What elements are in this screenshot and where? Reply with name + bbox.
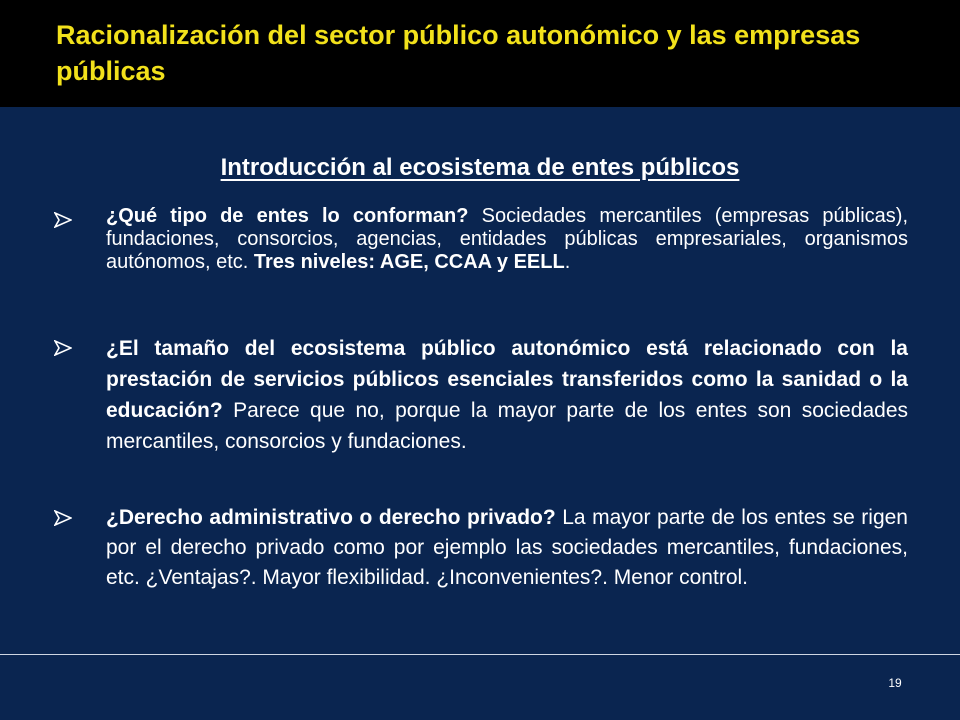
bullet-body-2: Parece que no, porque la mayor parte de los entes son sociedades mercantiles, consorcios y fundaciones. — [106, 399, 908, 453]
section-subtitle-text: Introducción al ecosistema de entes públicos — [220, 154, 740, 181]
bullet-item-1 — [54, 205, 908, 274]
bullet-emphasis-1: Tres niveles: AGE, CCAA y EELL — [253, 251, 565, 273]
arrowhead-bullet-icon — [54, 212, 72, 228]
bullet-question-2: ¿El tamaño del ecosistema público autonómico está relacionado con la prestación de servicios públicos esenciales transferidos como la sanidad o la educación? — [106, 337, 908, 422]
bullet-item-3 — [54, 503, 908, 593]
arrowhead-bullet-icon — [54, 510, 72, 526]
slide-title: Racionalización del sector público autonómico y las empresas públicas — [56, 20, 861, 86]
bullet-body-1: Sociedades mercantiles (empresas públicas), fundaciones, consorcios, agencias, entidades públicas empresariales, organismos autónomos, etc. — [106, 205, 908, 273]
page-number: 19 — [888, 676, 902, 690]
bullet-item-2 — [54, 333, 908, 457]
bullet-end-1: . — [564, 251, 571, 273]
bullet-text-2 — [106, 333, 908, 457]
bullet-text-1 — [106, 205, 908, 274]
bullet-question-3: ¿Derecho administrativo o derecho privado? — [106, 506, 556, 529]
arrowhead-bullet-icon — [54, 340, 72, 356]
footer-divider — [0, 654, 960, 655]
bullet-text-3 — [106, 503, 908, 593]
section-subtitle — [0, 152, 960, 184]
header-bar — [0, 0, 960, 107]
bullet-body-3: La mayor parte de los entes se rigen por el derecho privado como por ejemplo las sociedades mercantiles, fundaciones, etc. ¿Ventajas?. Mayor flexibilidad. ¿Inconvenientes?. Menor control. — [106, 506, 908, 589]
bullet-question-1: ¿Qué tipo de entes lo conforman? — [106, 205, 469, 227]
